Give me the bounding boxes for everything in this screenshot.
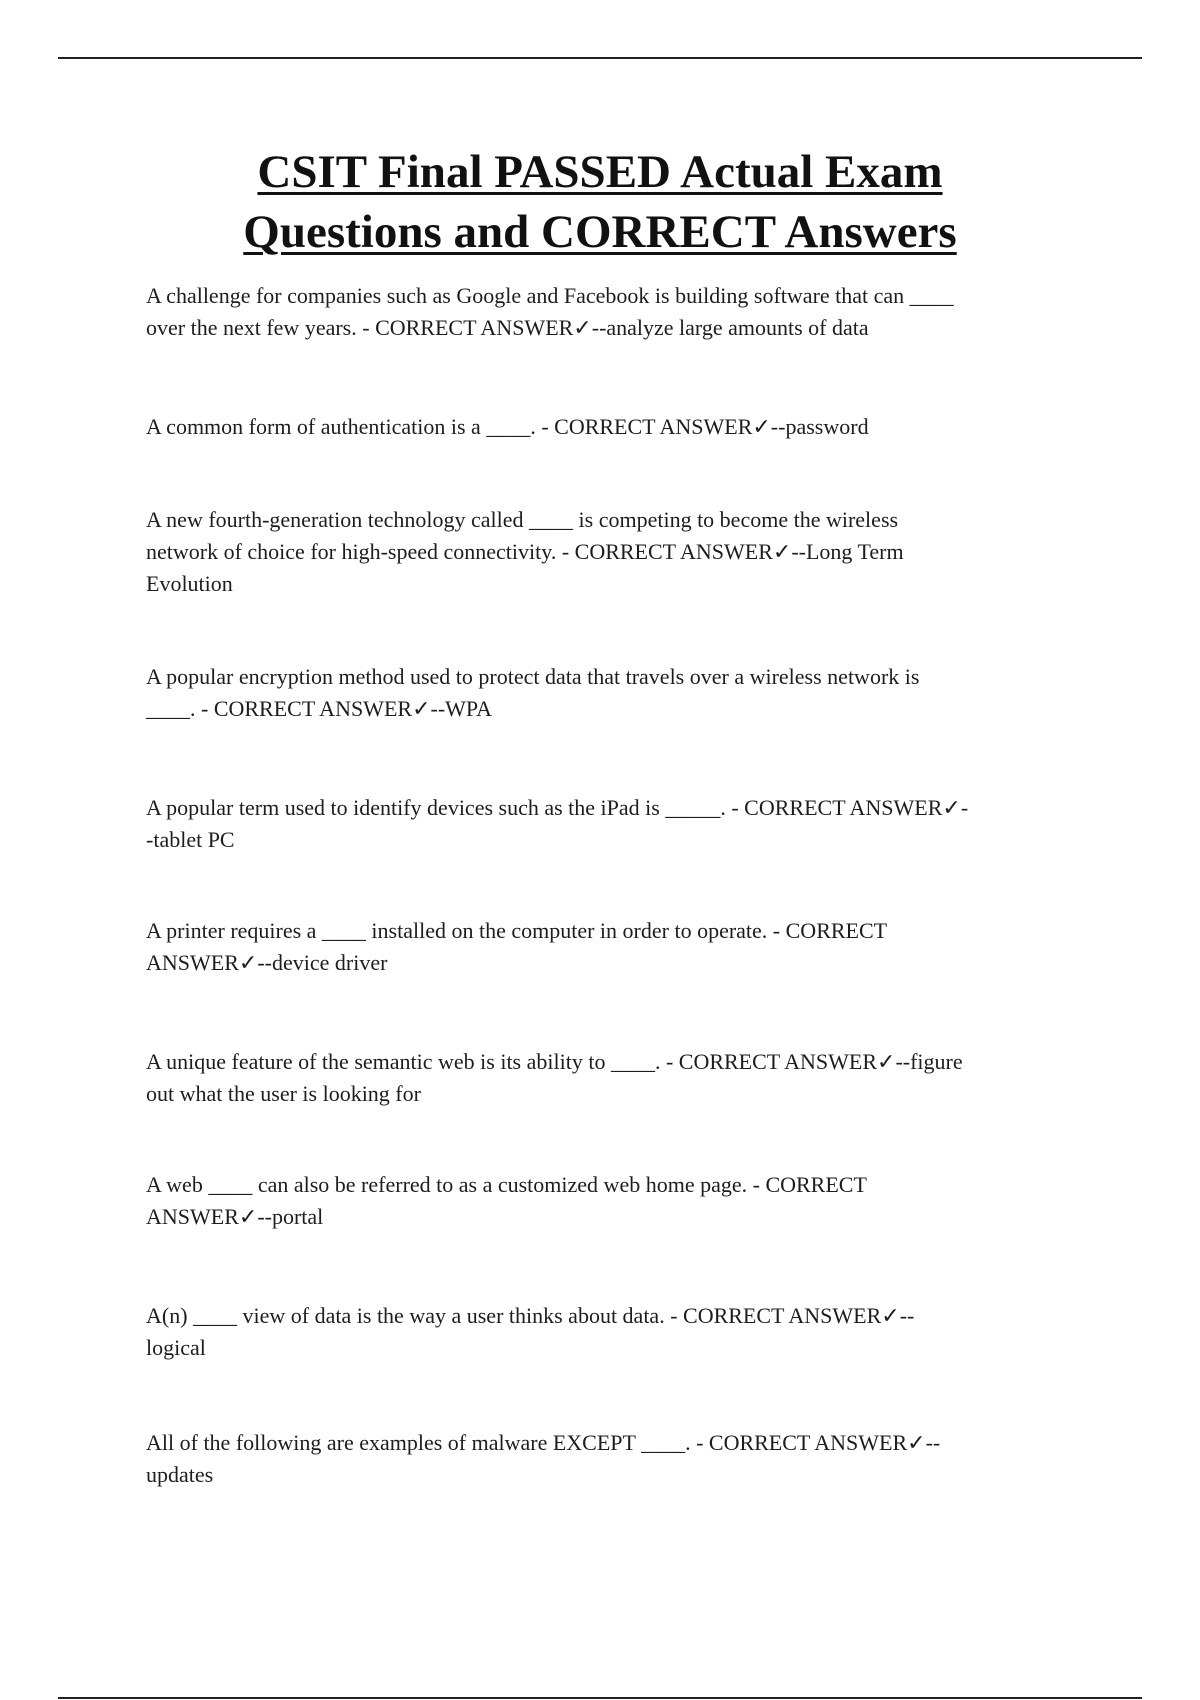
title-line-1: CSIT Final PASSED Actual Exam xyxy=(257,146,943,198)
qa-line: A printer requires a ____ installed on the computer in order to operate. - CORRECT xyxy=(146,918,888,943)
qa-line: ____. - CORRECT ANSWER✓--WPA xyxy=(146,696,493,721)
qa-line: out what the user is looking for xyxy=(146,1081,421,1106)
qa-line: A challenge for companies such as Google and Facebook is building software that can ____ xyxy=(146,283,954,308)
qa-item-6 xyxy=(146,915,1046,979)
qa-line: A popular encryption method used to protect data that travels over a wireless network is xyxy=(146,664,920,689)
qa-line: A popular term used to identify devices such as the iPad is _____. - CORRECT ANSWER✓- xyxy=(146,795,969,820)
title-line-2: Questions and CORRECT Answers xyxy=(243,206,957,258)
qa-line: A new fourth-generation technology called ____ is competing to become the wireless xyxy=(146,507,899,532)
qa-line: ANSWER✓--device driver xyxy=(146,950,388,975)
qa-line: All of the following are examples of malware EXCEPT ____. - CORRECT ANSWER✓-- xyxy=(146,1430,941,1455)
qa-line: logical xyxy=(146,1335,206,1360)
qa-line: -tablet PC xyxy=(146,827,235,852)
qa-item-5 xyxy=(146,792,1046,856)
qa-item-4 xyxy=(146,661,1046,725)
qa-line: ANSWER✓--portal xyxy=(146,1204,324,1229)
qa-line: A web ____ can also be referred to as a customized web home page. - CORRECT xyxy=(146,1172,867,1197)
qa-item-10 xyxy=(146,1427,1046,1491)
qa-item-8 xyxy=(146,1169,1046,1233)
qa-line: over the next few years. - CORRECT ANSWER✓--analyze large amounts of data xyxy=(146,315,869,340)
footer-rule xyxy=(58,1697,1142,1699)
qa-line: A unique feature of the semantic web is its ability to ____. - CORRECT ANSWER✓--figure xyxy=(146,1049,963,1074)
qa-line: A(n) ____ view of data is the way a user thinks about data. - CORRECT ANSWER✓-- xyxy=(146,1303,915,1328)
document-title xyxy=(0,142,1200,262)
qa-line: A common form of authentication is a ____. - CORRECT ANSWER✓--password xyxy=(146,414,869,439)
qa-item-1 xyxy=(146,280,1046,344)
qa-item-9 xyxy=(146,1300,1046,1364)
qa-line: Evolution xyxy=(146,571,233,596)
qa-item-7 xyxy=(146,1046,1046,1110)
qa-line: updates xyxy=(146,1462,214,1487)
qa-line: network of choice for high-speed connectivity. - CORRECT ANSWER✓--Long Term xyxy=(146,539,904,564)
header-rule xyxy=(58,57,1142,59)
qa-item-3 xyxy=(146,504,1046,600)
qa-item-2 xyxy=(146,411,1046,443)
